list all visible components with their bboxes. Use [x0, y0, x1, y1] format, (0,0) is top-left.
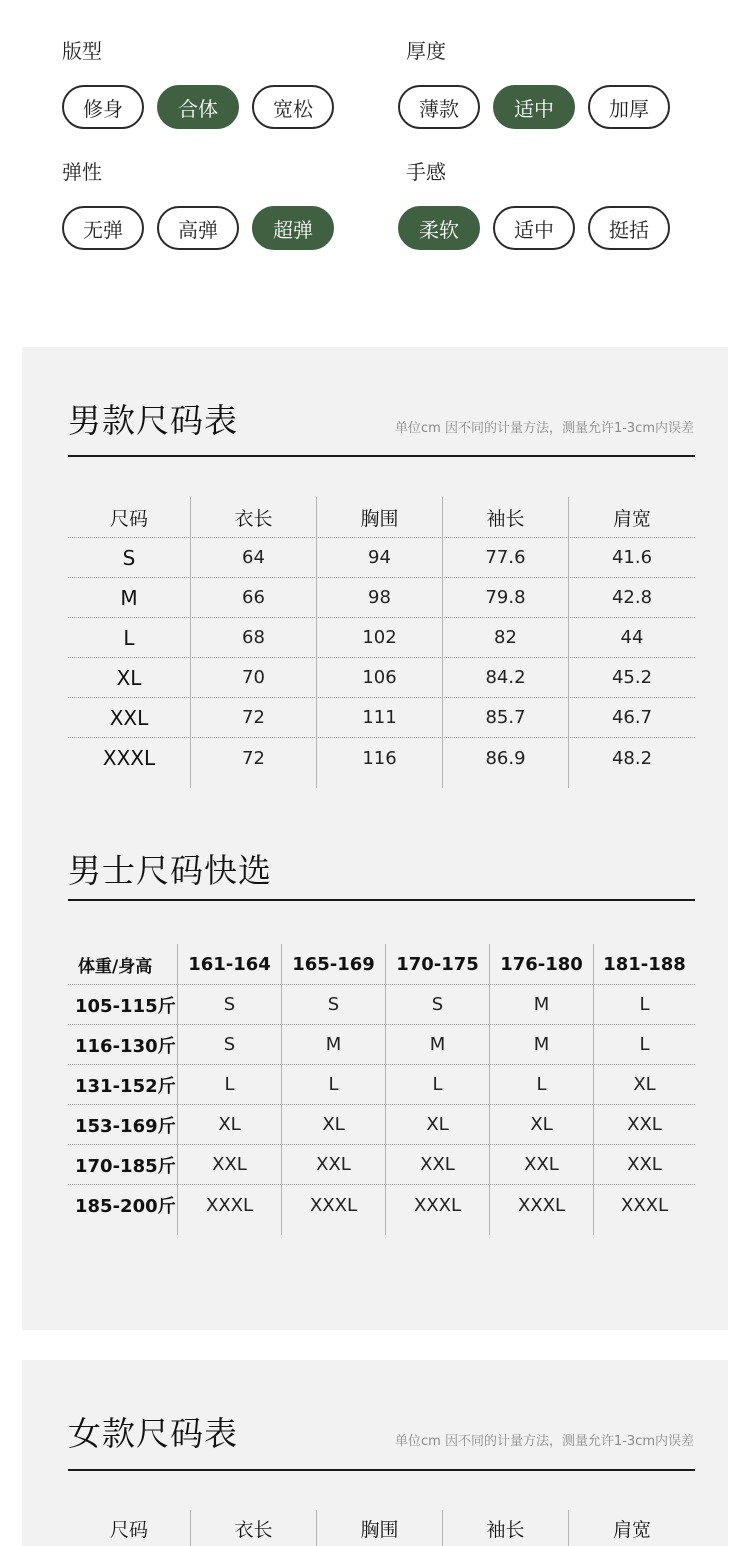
table-cell: 45.2: [568, 658, 695, 697]
weight-cell: 105-115斤: [75, 995, 176, 1017]
table-cell: 79.8: [442, 578, 568, 617]
table-cell: 64: [190, 538, 316, 577]
elasticity-option-none[interactable]: 无弹: [62, 206, 144, 250]
size-cell: L: [123, 625, 135, 650]
handfeel-option-soft[interactable]: 柔软: [398, 206, 480, 250]
header-cell: 袖长: [442, 497, 568, 537]
attr-label-elasticity: 弹性: [62, 160, 102, 184]
table-cell: L: [489, 1065, 593, 1104]
fit-option-loose[interactable]: 宽松: [252, 85, 334, 129]
table-row: [68, 1064, 695, 1104]
table-cell: 106: [316, 658, 442, 697]
table-row: [68, 537, 695, 577]
mens-quick-select-title: 男士尺码快选: [68, 851, 272, 890]
weight-cell: 185-200斤: [75, 1196, 176, 1217]
fit-option-regular[interactable]: 合体: [157, 85, 239, 129]
elasticity-options: [62, 206, 334, 250]
handfeel-option-stiff[interactable]: 挺括: [588, 206, 670, 250]
table-cell: 84.2: [442, 658, 568, 697]
table-cell: S: [281, 985, 385, 1024]
womens-size-table-title: 女款尺码表: [68, 1414, 238, 1453]
attr-handfeel: [406, 158, 706, 258]
fit-options: [62, 85, 334, 129]
elasticity-option-high[interactable]: 高弹: [157, 206, 239, 250]
header-cell: 肩宽: [568, 1510, 695, 1546]
table-cell: M: [385, 1025, 489, 1064]
weight-cell: 170-185斤: [75, 1155, 176, 1177]
table-row: [68, 1144, 695, 1184]
womens-size-table-note: 单位cm 因不同的计量方法，测量允许1-3cm内误差: [395, 1434, 694, 1449]
table-row: [68, 577, 695, 617]
header-cell: 181-188: [593, 944, 695, 984]
thickness-option-medium[interactable]: 适中: [493, 85, 575, 129]
table-cell: M: [489, 1025, 593, 1064]
table-cell: XXXL: [177, 1185, 281, 1235]
table-cell: XXXL: [489, 1185, 593, 1235]
table-cell: XL: [489, 1105, 593, 1144]
table-cell: L: [385, 1065, 489, 1104]
handfeel-option-medium[interactable]: 适中: [493, 206, 575, 250]
mens-size-table-note: 单位cm 因不同的计量方法，测量允许1-3cm内误差: [395, 421, 694, 436]
table-cell: 82: [442, 618, 568, 657]
attr-label-thickness: 厚度: [406, 39, 446, 63]
weight-cell: 131-152斤: [75, 1075, 176, 1097]
mens-size-table-rule: [68, 455, 695, 457]
header-cell: 胸围: [316, 497, 442, 537]
table-header-row: [68, 944, 695, 984]
header-cell: 176-180: [489, 944, 593, 984]
table-cell: 44: [568, 618, 695, 657]
womens-size-section: [22, 1360, 728, 1546]
header-cell: 165-169: [281, 944, 385, 984]
table-cell: 111: [316, 698, 442, 737]
table-cell: M: [281, 1025, 385, 1064]
table-cell: 102: [316, 618, 442, 657]
header-cell: 胸围: [316, 1510, 442, 1546]
table-cell: 48.2: [568, 738, 695, 788]
header-cell: 尺码: [109, 1518, 148, 1541]
table-row: [68, 657, 695, 697]
table-cell: 86.9: [442, 738, 568, 788]
mens-size-table: [68, 497, 695, 787]
table-row: [68, 617, 695, 657]
table-cell: S: [385, 985, 489, 1024]
header-cell: 尺码: [109, 507, 148, 530]
table-cell: XL: [177, 1105, 281, 1144]
mens-quick-select-rule: [68, 899, 695, 901]
attr-fit: [62, 37, 362, 137]
table-cell: L: [281, 1065, 385, 1104]
fit-option-slim[interactable]: 修身: [62, 85, 144, 129]
table-cell: 116: [316, 738, 442, 788]
header-cell: 肩宽: [568, 497, 695, 537]
table-cell: XL: [593, 1065, 695, 1104]
table-cell: S: [177, 985, 281, 1024]
table-cell: 77.6: [442, 538, 568, 577]
table-cell: 66: [190, 578, 316, 617]
table-cell: XL: [281, 1105, 385, 1144]
table-cell: L: [593, 1025, 695, 1064]
table-row: [68, 1024, 695, 1064]
table-cell: XXL: [385, 1145, 489, 1184]
table-cell: XXL: [177, 1145, 281, 1184]
size-cell: M: [120, 585, 138, 610]
table-cell: 41.6: [568, 538, 695, 577]
table-cell: XXXL: [593, 1185, 695, 1235]
handfeel-options: [398, 206, 670, 250]
thickness-option-thin[interactable]: 薄款: [398, 85, 480, 129]
table-row: [68, 1104, 695, 1144]
size-cell: XL: [116, 665, 142, 690]
table-row: [68, 984, 695, 1024]
attr-label-fit: 版型: [62, 39, 102, 63]
table-header-row: [68, 1510, 695, 1546]
size-cell: XXXL: [102, 746, 156, 770]
womens-size-table: [68, 1510, 695, 1546]
weight-cell: 116-130斤: [75, 1035, 176, 1057]
table-cell: 98: [316, 578, 442, 617]
table-cell: XXL: [281, 1145, 385, 1184]
table-cell: L: [177, 1065, 281, 1104]
header-cell: 衣长: [190, 1510, 316, 1546]
size-cell: XXL: [109, 705, 149, 730]
table-cell: XXXL: [281, 1185, 385, 1235]
table-cell: 70: [190, 658, 316, 697]
header-cell: 袖长: [442, 1510, 568, 1546]
table-cell: 68: [190, 618, 316, 657]
table-cell: 94: [316, 538, 442, 577]
mens-size-section: [22, 347, 728, 1330]
table-cell: 72: [190, 698, 316, 737]
mens-quick-select-table: [68, 944, 695, 1234]
table-cell: 46.7: [568, 698, 695, 737]
elasticity-option-super[interactable]: 超弹: [252, 206, 334, 250]
table-cell: XXL: [489, 1145, 593, 1184]
table-cell: XXL: [593, 1105, 695, 1144]
weight-cell: 153-169斤: [75, 1115, 176, 1137]
table-cell: L: [593, 985, 695, 1024]
table-cell: XXL: [593, 1145, 695, 1184]
attr-thickness: [406, 37, 706, 137]
attr-elasticity: [62, 158, 362, 258]
mens-size-table-title: 男款尺码表: [68, 401, 238, 440]
womens-size-table-rule: [68, 1469, 695, 1471]
thickness-option-thick[interactable]: 加厚: [588, 85, 670, 129]
table-row: [68, 737, 695, 787]
table-cell: 72: [190, 738, 316, 788]
attr-label-handfeel: 手感: [406, 160, 446, 184]
table-cell: M: [489, 985, 593, 1024]
table-row: [68, 1184, 695, 1234]
header-cell: 170-175: [385, 944, 489, 984]
table-header-row: [68, 497, 695, 537]
table-cell: 42.8: [568, 578, 695, 617]
table-row: [68, 697, 695, 737]
table-cell: 85.7: [442, 698, 568, 737]
table-cell: XXXL: [385, 1185, 489, 1235]
header-cell: 161-164: [177, 944, 281, 984]
table-cell: XL: [385, 1105, 489, 1144]
header-cell: 衣长: [190, 497, 316, 537]
size-cell: S: [122, 545, 136, 570]
header-cell: 体重/身高: [78, 956, 153, 977]
thickness-options: [398, 85, 670, 129]
table-cell: S: [177, 1025, 281, 1064]
